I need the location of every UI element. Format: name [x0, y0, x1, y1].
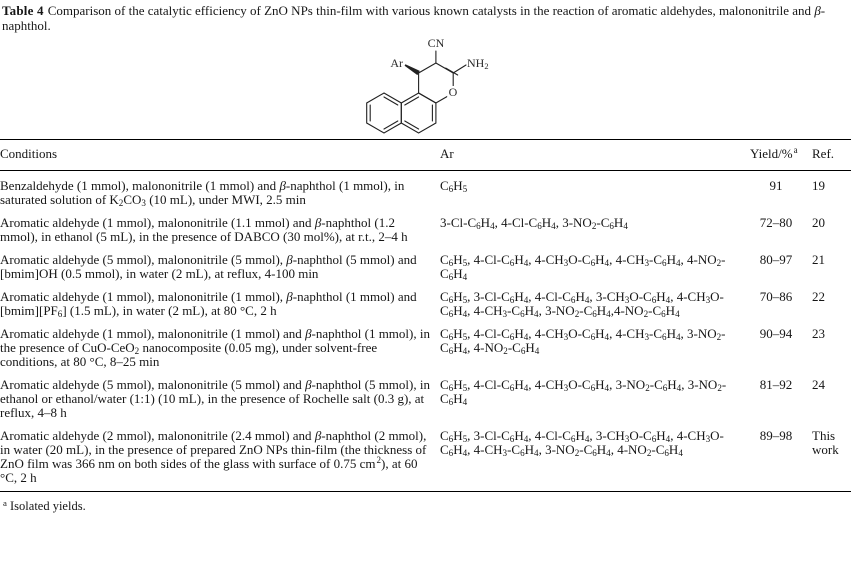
o-label: O: [448, 85, 458, 99]
ar-cell: $C_6H_5$, $4-Cl-C_6H_4$, $4-CH_3O-C_6H_4$, $3-NO_2-C_6H_4$, $3-NO_2-C_6H_4$: [440, 377, 727, 407]
ref-cell: 23: [812, 326, 825, 341]
caption-text: Comparison of the catalytic efficiency of ZnO NPs thin-film with various known catalysts in the reaction of aromatic aldehydes, malononitrile and β-naphthol.: [2, 3, 826, 33]
conditions-cell: Aromatic aldehyde (5 mmol), malononitrile (5 mmol), β-naphthol (5 mmol) and [bmim]OH (0.5 mmol), in water (2 mL), at reflux, 4-100 min: [0, 252, 417, 281]
ar-label: Ar: [390, 56, 403, 70]
conditions-cell: Aromatic aldehyde (1 mmol), malononitrile (1 mmol) and β-naphthol (1 mmol), in the presence of CuO-CeO$_2$ nanocomposite (0.05 mg), under solvent-free conditions, at 80 °C, 8–25 min: [0, 326, 430, 369]
header-row: [0, 140, 851, 171]
table-row: [0, 216, 851, 253]
ref-cell: 22: [812, 289, 825, 304]
yield-cell: 91: [769, 178, 783, 193]
yield-cell: 80–97: [759, 252, 793, 267]
ar-cell: $C_6H_5$, $3-Cl-C_6H_4$, $4-Cl-C_6H_4$, $3-CH_3O-C_6H_4$, $4-CH_3O-C_6H_4$, $4-CH_3-C_6H_4$, $3-NO_2-C_6H_4$, $4-NO_2-C_6H_4$: [440, 429, 750, 492]
ar-cell: $3-Cl-C_6H_4$, $4-Cl-C_6H_4$, $3-NO_2-C_6H_4$: [440, 215, 628, 231]
chemical-structure: [356, 35, 526, 139]
table-row: [0, 253, 851, 290]
table-row: [0, 327, 851, 378]
caption-label: Table 4: [2, 3, 44, 18]
ref-cell: 24: [812, 377, 825, 392]
cn-label: CN: [427, 36, 445, 50]
conditions-cell: Aromatic aldehyde (5 mmol), malononitrile (5 mmol) and β-naphthol (5 mmol), in ethanol or ethanol/water (1:1) (10 mL), in the presence of Rochelle salt (0.3 g), at reflux, 4–8 h: [0, 377, 430, 420]
table-footnote: $^a$ Isolated yields.: [3, 497, 86, 513]
ar-cell: $C_6H_5$, $3-Cl-C_6H_4$, $4-Cl-C_6H_4$, $3-CH_3O-C_6H_4$, $4-CH_3O-C_6H_4$, $4-CH_3-C_6H_4$, $3-NO_2-C_6H_4,4-NO_2-C_6H_4$: [440, 289, 724, 319]
ar-cell: $C_6H_5$: [440, 178, 468, 194]
table-caption: [0, 0, 851, 33]
nh2-label: $NH_2$: [467, 56, 489, 71]
header-conditions: Conditions: [0, 140, 440, 171]
yield-cell: 90–94: [759, 326, 793, 341]
comparison-table: [0, 139, 851, 492]
table-row: [0, 378, 851, 429]
yield-cell: 81–92: [759, 377, 793, 392]
table-row: [0, 171, 851, 217]
ref-cell: This work: [812, 429, 851, 492]
table-row: [0, 429, 851, 492]
ar-cell: $C_6H_5$, $4-Cl-C_6H_4$, $4-CH_3O-C_6H_4$, $4-CH_3-C_6H_4$, $4-NO_2-C_6H_4$: [440, 252, 726, 282]
ref-cell: 20: [812, 215, 825, 230]
conditions-cell: Aromatic aldehyde (2 mmol), malononitrile (2.4 mmol) and β-naphthol (2 mmol), in water (20 mL), in the presence of prepared ZnO NPs thin-film (the thickness of ZnO film was 366 nm on both sides of the glass with surface of 0.75 $cm^2$), at 60 °C, 2 h: [0, 429, 440, 492]
ref-cell: 19: [812, 178, 825, 193]
table-row: [0, 290, 851, 327]
header-yield: Yield/%$^a$: [750, 140, 812, 171]
ar-cell: $C_6H_5$, $4-Cl-C_6H_4$, $4-CH_3O-C_6H_4$, $4-CH_3-C_6H_4$, $3-NO_2-C_6H_4$, $4-NO_2-C_6H_4$: [440, 326, 726, 356]
header-ref: Ref.: [812, 140, 851, 171]
naphthopyran-structure-drawing: [356, 35, 526, 139]
ref-cell: 21: [812, 252, 825, 267]
wedge-bond: [405, 64, 420, 75]
yield-cell: 72–80: [759, 215, 793, 230]
conditions-cell: Benzaldehyde (1 mmol), malononitrile (1 mmol) and β-naphthol (1 mmol), in saturated solution of $K_2CO_3$ (10 mL), under MWI, 2.5 min: [0, 178, 405, 208]
conditions-cell: Aromatic aldehyde (1 mmol), malononitrile (1.1 mmol) and β-naphthol (1.2 mmol), in ethanol (5 mL), in the presence of DABCO (30 mol%), at r.t., 2–4 h: [0, 215, 408, 244]
conditions-cell: Aromatic aldehyde (1 mmol), malononitrile (1 mmol), β-naphthol (1 mmol) and $[bmim][PF_6]$ (1.5 mL), in water (2 mL), at 80 °C, 2 h: [0, 289, 417, 319]
yield-cell: 89–98: [750, 429, 812, 492]
yield-cell: 70–86: [759, 289, 793, 304]
header-ar: Ar: [440, 140, 750, 171]
